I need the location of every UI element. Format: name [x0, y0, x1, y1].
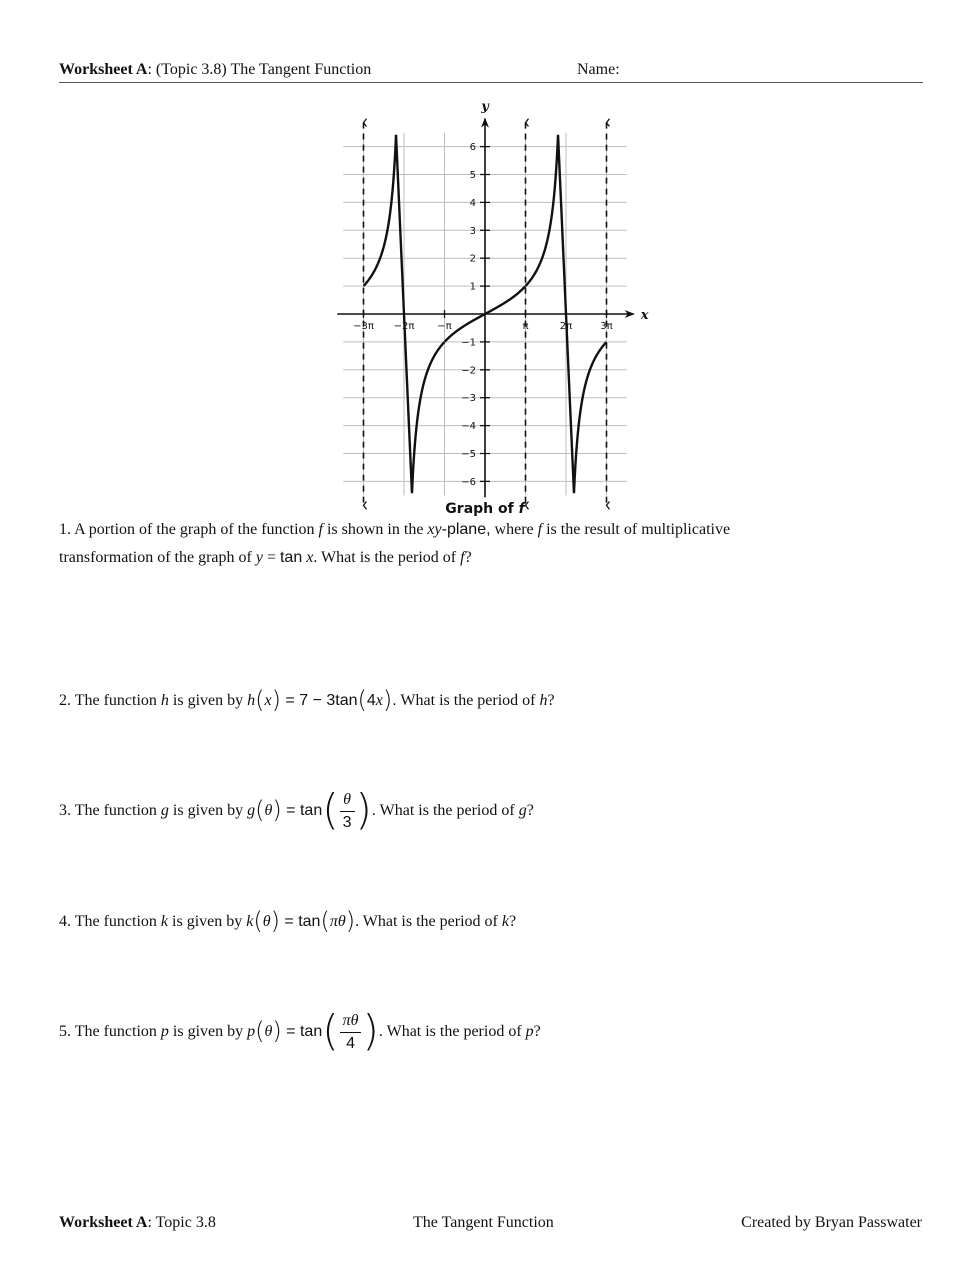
q2-equation: h(x) = 7 − 3tan(4x).	[247, 686, 397, 714]
tangent-graph	[325, 102, 655, 522]
y-tick-label: −4	[461, 421, 476, 433]
worksheet-title: Worksheet A: (Topic 3.8) The Tangent Function	[59, 61, 372, 78]
footer-left: Worksheet A: Topic 3.8	[59, 1214, 216, 1231]
y-axis-label: y	[481, 102, 489, 115]
y-tick-label: 6	[469, 142, 476, 154]
y-tick-label: −5	[461, 449, 476, 460]
axes	[337, 119, 634, 498]
y-tick-label: 4	[469, 197, 476, 209]
footer-right: Created by Bryan Passwater	[741, 1214, 922, 1231]
worksheet-header	[59, 60, 923, 83]
question-1-line-1: 1. A portion of the graph of the function f is shown in the xy-plane, where f is the result of multiplicative	[59, 521, 731, 538]
question-4: 4. The function k is given by k(θ) = tan(πθ). What is the period of k?	[59, 907, 517, 935]
x-tick-label: 3π	[600, 321, 613, 332]
graph-caption: Graph of f	[445, 501, 525, 517]
y-tick-label: −3	[461, 393, 476, 405]
y-tick-label: −2	[461, 365, 476, 377]
x-tick-label: −π	[437, 321, 452, 332]
y-tick-label: 2	[469, 253, 476, 265]
q3-equation: g(θ) = tan( $\frac{\theta}{3}$ ).	[247, 785, 376, 834]
y-tick-label: 3	[469, 225, 476, 237]
name-label: Name:	[577, 61, 620, 78]
y-tick-label: −6	[461, 476, 476, 488]
q5-equation: p(θ) = tan( $\frac{\pi\theta}{4}$ ).	[247, 1006, 383, 1055]
y-tick-label: 1	[469, 281, 476, 293]
question-2: 2. The function h is given by h(x) = 7 − 3tan(4x). What is the period of h?	[59, 686, 555, 714]
question-5: 5. The function p is given by p(θ) = tan( $\frac{\pi\theta}{4}$ ). What is the period of p?	[59, 1006, 541, 1055]
question-1-line-2: transformation of the graph of y = tan x. What is the period of f?	[59, 549, 472, 566]
x-axis-label: x	[640, 308, 649, 323]
x-tick-label: 2π	[559, 321, 573, 332]
y-tick-label: −1	[461, 337, 476, 349]
x-tick-label: −2π	[393, 321, 415, 332]
question-3: 3. The function g is given by g(θ) = tan( $\frac{\theta}{3}$ ). What is the period of g?	[59, 785, 534, 834]
q4-equation: k(θ) = tan(πθ).	[246, 907, 360, 935]
footer-center: The Tangent Function	[413, 1214, 554, 1231]
y-tick-label: 5	[469, 170, 476, 181]
x-tick-label: −3π	[353, 321, 374, 332]
x-tick-label: π	[522, 321, 529, 332]
